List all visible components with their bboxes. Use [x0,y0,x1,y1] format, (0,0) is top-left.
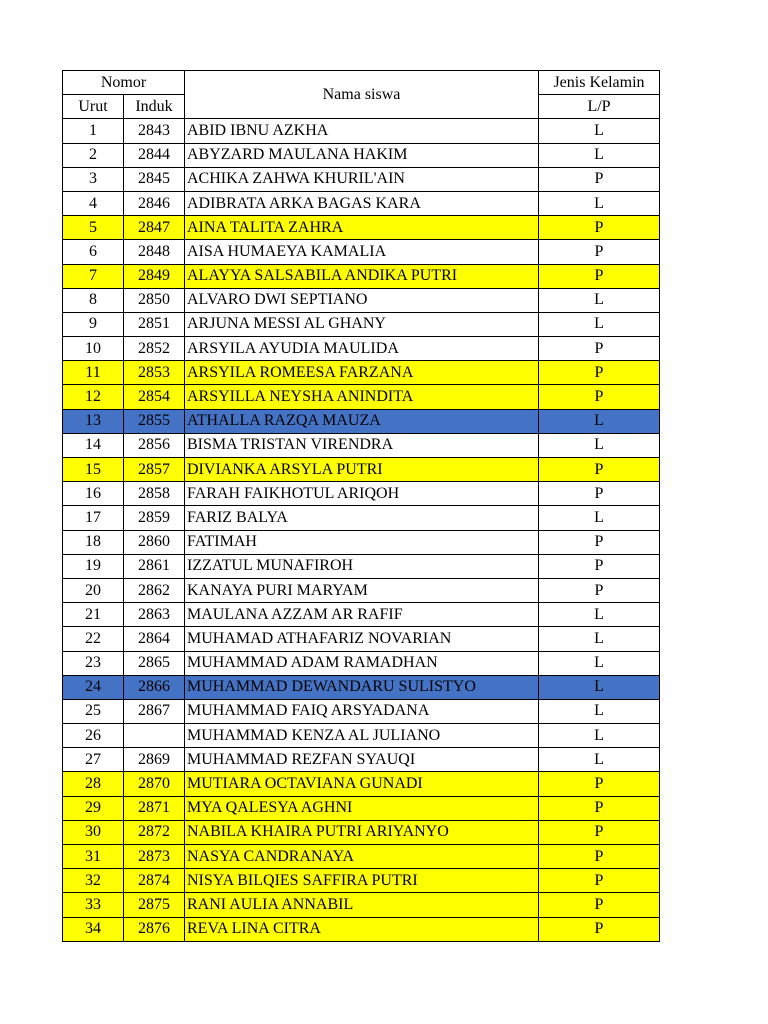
cell-nama: ALVARO DWI SEPTIANO [185,288,539,312]
cell-nama: ARJUNA MESSI AL GHANY [185,312,539,336]
table-row [63,530,660,554]
table-row [63,191,660,215]
cell-nama: MUHAMMAD DEWANDARU SULISTYO [185,675,539,699]
cell-induk: 2843 [124,119,185,143]
cell-induk: 2874 [124,869,185,893]
cell-nama: NASYA CANDRANAYA [185,845,539,869]
cell-urut: 4 [63,191,124,215]
cell-induk: 2855 [124,409,185,433]
cell-induk: 2859 [124,506,185,530]
cell-jenis-kelamin: L [539,675,660,699]
cell-jenis-kelamin: L [539,288,660,312]
cell-jenis-kelamin: P [539,820,660,844]
cell-induk: 2849 [124,264,185,288]
table-row [63,216,660,240]
cell-nama: MYA QALESYA AGHNI [185,796,539,820]
cell-jenis-kelamin: P [539,554,660,578]
header-lp: L/P [539,95,660,119]
cell-nama: FARAH FAIKHOTUL ARIQOH [185,482,539,506]
cell-nama: BISMA TRISTAN VIRENDRA [185,433,539,457]
cell-urut: 17 [63,506,124,530]
table-row [63,337,660,361]
cell-induk: 2863 [124,603,185,627]
cell-urut: 19 [63,554,124,578]
cell-induk: 2853 [124,361,185,385]
cell-nama: ADIBRATA ARKA BAGAS KARA [185,191,539,215]
table-row [63,699,660,723]
cell-urut: 15 [63,458,124,482]
cell-induk: 2844 [124,143,185,167]
header-row-1 [63,71,660,95]
cell-jenis-kelamin: L [539,119,660,143]
cell-jenis-kelamin: P [539,893,660,917]
table-row [63,167,660,191]
table-row [63,748,660,772]
student-table [62,70,660,942]
cell-nama: MUHAMMAD KENZA AL JULIANO [185,724,539,748]
table-row [63,869,660,893]
cell-induk: 2847 [124,216,185,240]
cell-induk: 2861 [124,554,185,578]
cell-jenis-kelamin: P [539,216,660,240]
cell-nama: MUHAMMAD FAIQ ARSYADANA [185,699,539,723]
cell-urut: 34 [63,917,124,941]
cell-induk: 2867 [124,699,185,723]
cell-jenis-kelamin: P [539,869,660,893]
cell-urut: 14 [63,433,124,457]
cell-jenis-kelamin: L [539,627,660,651]
cell-jenis-kelamin: P [539,772,660,796]
table-row [63,845,660,869]
table-row [63,724,660,748]
cell-nama: ATHALLA RAZQA MAUZA [185,409,539,433]
cell-urut: 11 [63,361,124,385]
cell-urut: 23 [63,651,124,675]
cell-nama: DIVIANKA ARSYLA PUTRI [185,458,539,482]
table-row [63,603,660,627]
cell-jenis-kelamin: P [539,458,660,482]
cell-nama: KANAYA PURI MARYAM [185,578,539,602]
cell-jenis-kelamin: L [539,724,660,748]
cell-urut: 13 [63,409,124,433]
cell-jenis-kelamin: P [539,917,660,941]
cell-induk: 2875 [124,893,185,917]
cell-jenis-kelamin: P [539,385,660,409]
table-row [63,119,660,143]
cell-nama: ABID IBNU AZKHA [185,119,539,143]
header-nama-siswa: Nama siswa [185,71,539,119]
cell-urut: 5 [63,216,124,240]
cell-nama: ARSYILA ROMEESA FARZANA [185,361,539,385]
cell-urut: 26 [63,724,124,748]
cell-nama: REVA LINA CITRA [185,917,539,941]
table-body [63,119,660,941]
cell-jenis-kelamin: L [539,651,660,675]
cell-jenis-kelamin: P [539,361,660,385]
table-row [63,143,660,167]
cell-urut: 10 [63,337,124,361]
table-row [63,385,660,409]
cell-nama: MUHAMAD ATHAFARIZ NOVARIAN [185,627,539,651]
cell-urut: 6 [63,240,124,264]
header-urut: Urut [63,95,124,119]
cell-induk [124,724,185,748]
cell-jenis-kelamin: L [539,433,660,457]
cell-nama: MAULANA AZZAM AR RAFIF [185,603,539,627]
cell-induk: 2866 [124,675,185,699]
cell-jenis-kelamin: P [539,578,660,602]
cell-induk: 2865 [124,651,185,675]
cell-jenis-kelamin: P [539,337,660,361]
cell-urut: 27 [63,748,124,772]
cell-induk: 2864 [124,627,185,651]
header-nomor: Nomor [63,71,185,95]
cell-nama: ALAYYA SALSABILA ANDIKA PUTRI [185,264,539,288]
cell-nama: AINA TALITA ZAHRA [185,216,539,240]
cell-induk: 2854 [124,385,185,409]
cell-induk: 2851 [124,312,185,336]
cell-jenis-kelamin: P [539,796,660,820]
cell-urut: 7 [63,264,124,288]
cell-induk: 2862 [124,578,185,602]
cell-urut: 12 [63,385,124,409]
cell-induk: 2858 [124,482,185,506]
cell-urut: 33 [63,893,124,917]
cell-induk: 2873 [124,845,185,869]
cell-urut: 20 [63,578,124,602]
cell-nama: ARSYILA AYUDIA MAULIDA [185,337,539,361]
cell-induk: 2846 [124,191,185,215]
table-row [63,482,660,506]
cell-induk: 2845 [124,167,185,191]
cell-induk: 2848 [124,240,185,264]
cell-nama: ARSYILLA NEYSHA ANINDITA [185,385,539,409]
cell-urut: 9 [63,312,124,336]
cell-urut: 30 [63,820,124,844]
table-row [63,312,660,336]
table-row [63,288,660,312]
cell-induk: 2872 [124,820,185,844]
cell-jenis-kelamin: L [539,143,660,167]
cell-urut: 21 [63,603,124,627]
cell-jenis-kelamin: P [539,845,660,869]
table-row [63,627,660,651]
cell-induk: 2857 [124,458,185,482]
table-row [63,893,660,917]
cell-urut: 31 [63,845,124,869]
cell-induk: 2860 [124,530,185,554]
table-row [63,796,660,820]
cell-jenis-kelamin: L [539,748,660,772]
cell-urut: 28 [63,772,124,796]
cell-induk: 2870 [124,772,185,796]
cell-induk: 2876 [124,917,185,941]
header-jenis-kelamin: Jenis Kelamin [539,71,660,95]
cell-nama: ACHIKA ZAHWA KHURIL'AIN [185,167,539,191]
cell-nama: NABILA KHAIRA PUTRI ARIYANYO [185,820,539,844]
cell-urut: 16 [63,482,124,506]
table-row [63,361,660,385]
cell-induk: 2852 [124,337,185,361]
cell-nama: MUHAMMAD ADAM RAMADHAN [185,651,539,675]
cell-urut: 29 [63,796,124,820]
cell-jenis-kelamin: L [539,312,660,336]
cell-nama: MUHAMMAD REZFAN SYAUQI [185,748,539,772]
cell-nama: NISYA BILQIES SAFFIRA PUTRI [185,869,539,893]
table-row [63,458,660,482]
cell-nama: ABYZARD MAULANA HAKIM [185,143,539,167]
cell-urut: 1 [63,119,124,143]
cell-nama: AISA HUMAEYA KAMALIA [185,240,539,264]
table-row [63,433,660,457]
cell-urut: 22 [63,627,124,651]
cell-urut: 25 [63,699,124,723]
cell-jenis-kelamin: L [539,191,660,215]
cell-nama: FARIZ BALYA [185,506,539,530]
cell-urut: 32 [63,869,124,893]
table-row [63,917,660,941]
cell-nama: MUTIARA OCTAVIANA GUNADI [185,772,539,796]
cell-jenis-kelamin: L [539,506,660,530]
cell-jenis-kelamin: P [539,264,660,288]
cell-urut: 18 [63,530,124,554]
table-row [63,651,660,675]
cell-jenis-kelamin: P [539,482,660,506]
cell-jenis-kelamin: L [539,409,660,433]
table-row [63,820,660,844]
table-row [63,506,660,530]
cell-induk: 2856 [124,433,185,457]
cell-nama: RANI AULIA ANNABIL [185,893,539,917]
cell-jenis-kelamin: L [539,699,660,723]
cell-urut: 24 [63,675,124,699]
table-row [63,409,660,433]
header-induk: Induk [124,95,185,119]
table-row [63,772,660,796]
cell-induk: 2850 [124,288,185,312]
cell-jenis-kelamin: L [539,603,660,627]
cell-jenis-kelamin: P [539,167,660,191]
table-row [63,264,660,288]
cell-nama: FATIMAH [185,530,539,554]
table-row [63,240,660,264]
cell-induk: 2871 [124,796,185,820]
table-row [63,675,660,699]
cell-nama: IZZATUL MUNAFIROH [185,554,539,578]
table-row [63,578,660,602]
table-row [63,554,660,578]
cell-jenis-kelamin: P [539,240,660,264]
cell-urut: 8 [63,288,124,312]
cell-urut: 3 [63,167,124,191]
cell-induk: 2869 [124,748,185,772]
cell-jenis-kelamin: P [539,530,660,554]
cell-urut: 2 [63,143,124,167]
